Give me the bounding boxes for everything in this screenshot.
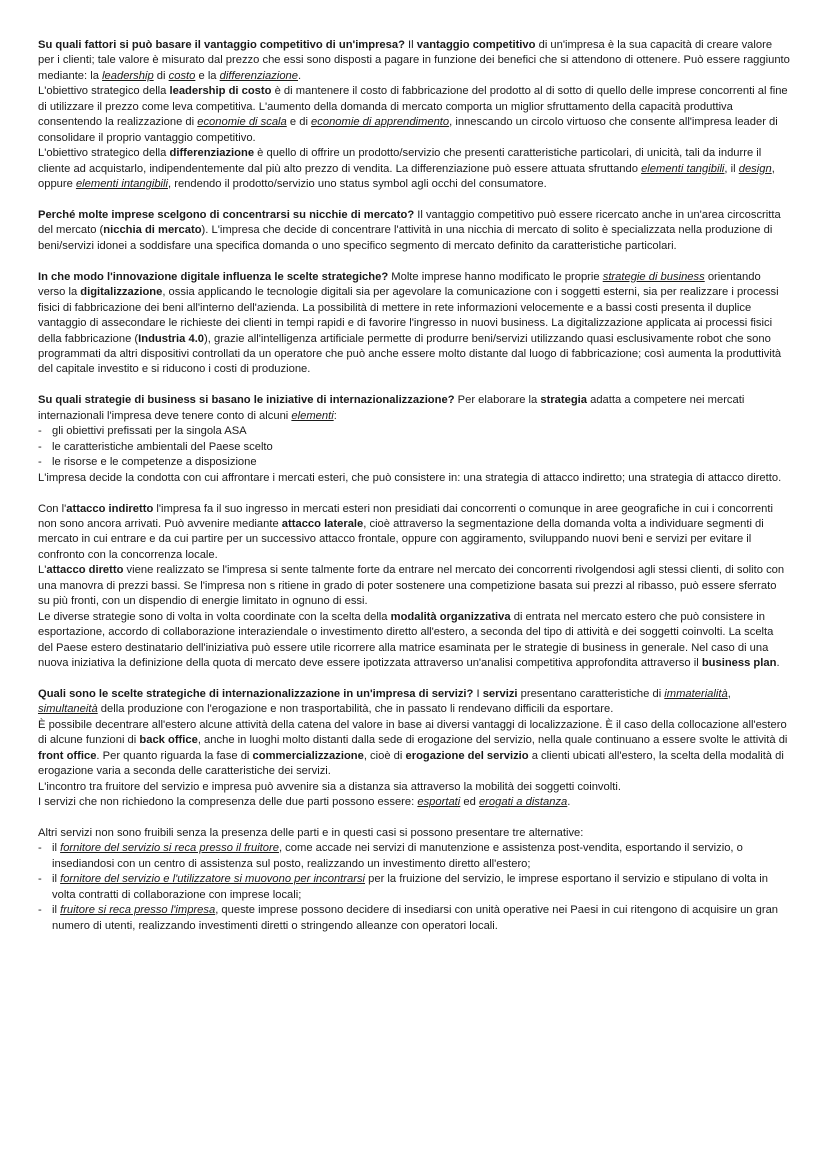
bold-term: strategia: [540, 394, 587, 407]
bold-term: back office: [139, 734, 198, 747]
underlined-term: elementi tangibili: [641, 162, 725, 175]
text-run: è quello di offrire un prodotto/servizio che presenti caratteristiche particolari, di unicità, tali da indurre il cliente ad acquistarlo, indipendentemente dal più alto prezzo di vendita. La differenziazione può essere attuata sfruttando: [38, 147, 762, 175]
text-run: il: [52, 842, 61, 855]
bold-term: differenziazione: [169, 147, 255, 160]
text-run: viene realizzato se l'impresa si sente talmente forte da entrare nel mercato dei concorrenti rivolgendosi agli stessi clienti, di solito con una manovra di prezzi bassi. Se l'impresa non s ritiene in grado di poter sostenere una competizione basata sui prezzi al ribasso, può essere sferrato su più fronti, con un dispendio di energie limitato in ognuno di essi.: [38, 564, 785, 608]
text-run: ), grazie all'intelligenza artificiale permette di produrre beni/servizi utilizzando quasi esclusivamente robot che sono programmati da altri dispositivi controllati da un operatore che può anche essere molto distante dal luogo di fabbricazione; così aumenta la produttività del capitale investito e si riducono i costi di produzione.: [38, 332, 782, 376]
underlined-term: design: [738, 162, 772, 175]
text-run: e di: [286, 116, 312, 129]
text-run: di entrata nel mercato estero che può consistere in esportazione, accordo di collaborazione interaziendale o investimento diretto all'estero, a seconda del tipo di attività e dei soggetti coinvolti. La scelta del Paese estero destinatario dell'iniziativa può essere utile ricorrere alla matrice esaminata per le strategie di business in generale. Nel caso di una nuova iniziativa la definizione della quota di mercato deve essere ipotizzata attraverso un'analisi competitiva approfondita attraverso il: [38, 610, 774, 670]
text-run: :: [333, 409, 337, 422]
text-run: le caratteristiche ambientali del Paese scelto: [52, 440, 273, 453]
bold-term: front office: [38, 749, 97, 762]
text-run: , ossia applicando le tecnologie digitali sia per agevolare la comunicazione con i soggetti esterni, sia per realizzare i processi fisici di fabbricazione dei beni all'interno dell'azienda. La possibilità di mettere in rete informazioni velocemente e a bassi costi presenta il duplice vantaggio di assecondare le richieste dei clienti in tempi rapidi e di favorire l'ingresso in nuovi business. La digitalizzazione applicata ai processi fisici della fabbricazione (: [38, 286, 779, 345]
paragraph: [38, 84, 790, 146]
text-run: il: [52, 904, 61, 917]
bullet-text: [52, 903, 790, 934]
text-run: ed: [460, 796, 479, 809]
bullet-text: [52, 440, 790, 455]
bullet-text: [52, 872, 790, 903]
bullet-dash-icon: -: [38, 904, 42, 917]
text-run: I: [473, 687, 483, 700]
paragraph-gap: [38, 378, 790, 393]
text-run: orientando verso la: [38, 270, 761, 299]
paragraph: [38, 780, 790, 795]
paragraph: [38, 563, 790, 609]
bold-term: leadership di costo: [169, 85, 272, 98]
text-run: , cioè attraverso la segmentazione della domanda volta a individuare segmenti di mercato in cui entrare e da cui partire per un successivo attacco frontale, oppure con aggiramento, sviluppando nuovi beni e servizi per evitare il confronto con la concorrenza locale.: [38, 517, 764, 561]
text-run: di: [153, 69, 169, 82]
text-run: , come accade nei servizi di manutenzione e assistenza post-vendita, esportando il servizio, o insediandosi con un centro di assistenza sul posto, realizzando un investimento diretto all'estero;: [52, 842, 743, 870]
bullet-item: [38, 424, 790, 439]
text-run: Molte imprese hanno modificato le proprie: [388, 270, 603, 283]
document-page: [38, 38, 790, 934]
text-run: ,: [727, 687, 731, 700]
underlined-term: elementi intangibili: [75, 178, 168, 191]
underlined-term: strategie di business: [602, 270, 705, 283]
bold-term: business plan: [701, 657, 777, 670]
underlined-term: erogati a distanza: [478, 796, 568, 809]
text-run: Le diverse strategie sono di volta in volta coordinate con la scelta della: [38, 610, 391, 623]
bold-term: Industria 4.0: [138, 332, 205, 345]
text-run: È possibile decentrare all'estero alcune attività della catena del valore in base ai diversi vantaggi di localizzazione. È il caso della collocazione all'estero di alcune funzioni di: [38, 718, 787, 747]
paragraph: [38, 471, 790, 486]
text-run: .: [298, 69, 302, 82]
paragraph: [38, 146, 790, 192]
bold-term: commercializzazione: [252, 749, 364, 762]
bullet-dash-icon: -: [38, 440, 42, 453]
bold-term: Su quali strategie di business si basano le iniziative di internazionalizzazione?: [38, 394, 455, 407]
underlined-term: economie di apprendimento: [311, 116, 450, 129]
text-run: , innescando un circolo virtuoso che consente all'impresa leader di consolidare il proprio vantaggio competitivo.: [38, 116, 778, 144]
text-run: il: [52, 873, 61, 886]
text-run: , anche in luoghi molto distanti dalla sede di erogazione del servizio, nella quale continuano a essere svolte le attività di: [197, 734, 788, 747]
text-run: , rendendo il prodotto/servizio uno status symbol agli occhi del consumatore.: [168, 178, 547, 191]
text-run: , oppure: [38, 162, 775, 191]
paragraph-gap: [38, 486, 790, 501]
text-run: l'impresa fa il suo ingresso in mercati esteri non presidiati dai concorrenti o comunque in aree geografiche in cui i concorrenti non sono ancora arrivati. Può avvenire mediante: [38, 502, 773, 530]
paragraph: [38, 208, 790, 254]
bold-term: Perché molte imprese scelgono di concentrarsi su nicchie di mercato?: [38, 208, 415, 221]
underlined-term: costo: [168, 69, 196, 82]
paragraph: [38, 393, 790, 424]
text-run: di un'impresa è la sua capacità di creare valore per i clienti; tale valore è misurato dal prezzo che essi sono disposti a pagare in funzione dei benefici che si attendono di ottenere. Può essere raggiunto mediante: la: [38, 39, 790, 82]
underlined-term: simultaneità: [38, 703, 98, 716]
text-run: Per elaborare la: [454, 394, 541, 407]
paragraph: [38, 826, 790, 841]
text-run: è di mantenere il costo di fabbricazione del prodotto al di sotto di quello delle imprese concorrenti al fine di utilizzare il prezzo come leva competitiva. L'aumento della domanda di mercato comporta un miglior sfruttamento della capacità produttiva consentendo la realizzazione di: [38, 85, 788, 129]
bullet-text: [52, 424, 790, 439]
text-run: della produzione con l'erogazione e non trasportabilità, che in passato li rendevano difficili da esportare.: [97, 703, 614, 716]
bold-term: digitalizzazione: [80, 286, 163, 299]
text-run: ). L'impresa che decide di concentrare l'attività in una nicchia di mercato di solito è specializzata nella produzione di beni/servizi idonei a soddisfare una specifica domanda o uno specifico segmento di mercato definito da caratteristiche particolari.: [38, 224, 773, 252]
text-run: L'obiettivo strategico della: [38, 147, 170, 160]
bullet-dash-icon: -: [38, 873, 42, 886]
underlined-term: immaterialità: [664, 687, 728, 700]
bullet-dash-icon: -: [38, 456, 42, 469]
text-run: adatta a competere nei mercati internazionali l'impresa deve tenere conto di alcuni: [38, 394, 745, 422]
text-run: Altri servizi non sono fruibili senza la presenza delle parti e in questi casi si possono presentare tre alternative:: [38, 827, 584, 840]
text-run: .: [567, 796, 571, 809]
bullet-dash-icon: -: [38, 425, 42, 438]
text-run: .: [776, 657, 780, 670]
paragraph-gap: [38, 254, 790, 269]
bullet-item: [38, 455, 790, 470]
underlined-term: fornitore del servizio e l'utilizzatore si muovono per incontrarsi: [60, 873, 366, 886]
underlined-term: differenziazione: [219, 69, 299, 82]
underlined-term: elementi: [291, 409, 334, 422]
underlined-term: esportati: [417, 796, 461, 809]
paragraph: [38, 270, 790, 378]
text-run: . Per quanto riguarda la fase di: [96, 749, 253, 762]
text-run: Con l': [38, 502, 67, 515]
bullet-item: [38, 903, 790, 934]
text-run: a clienti ubicati all'estero, la scelta della modalità di erogazione varia a seconda delle caratteristiche dei servizi.: [38, 749, 784, 778]
bullet-item: [38, 872, 790, 903]
text-run: , il: [724, 162, 739, 175]
text-run: presentano caratteristiche di: [517, 687, 665, 700]
bullet-text: [52, 455, 790, 470]
text-run: le risorse e le competenze a disposizione: [52, 456, 257, 469]
bold-term: attacco diretto: [46, 564, 124, 577]
underlined-term: leadership: [102, 69, 154, 82]
text-run: gli obiettivi prefissati per la singola ASA: [52, 425, 247, 438]
text-run: L'obiettivo strategico della: [38, 85, 170, 98]
bold-term: modalità organizzativa: [390, 610, 511, 623]
bold-term: vantaggio competitivo: [416, 39, 536, 51]
bold-term: attacco indiretto: [66, 502, 154, 515]
bold-term: attacco laterale: [281, 517, 364, 530]
paragraph: [38, 687, 790, 718]
underlined-term: fruitore si reca presso l'impresa: [60, 904, 216, 917]
underlined-term: fornitore del servizio si reca presso il fruitore: [60, 842, 279, 855]
paragraph: [38, 38, 790, 84]
paragraph: [38, 610, 790, 672]
bold-term: Su quali fattori si può basare il vantaggio competitivo di un'impresa?: [38, 39, 405, 51]
text-run: L'incontro tra fruitore del servizio e impresa può avvenire sia a distanza sia attraverso la mobilità dei soggetti coinvolti.: [38, 780, 621, 793]
bullet-item: [38, 841, 790, 872]
text-run: L'impresa decide la condotta con cui affrontare i mercati esteri, che può consistere in: una strategia di attacco indiretto; una strategia di attacco diretto.: [38, 471, 782, 484]
bullet-dash-icon: -: [38, 842, 42, 855]
bullet-text: [52, 841, 790, 872]
bold-term: nicchia di mercato: [103, 224, 202, 237]
text-run: L': [38, 564, 47, 577]
paragraph-gap: [38, 193, 790, 208]
text-run: I servizi che non richiedono la compresenza delle due parti possono essere:: [38, 796, 418, 809]
bold-term: In che modo l'innovazione digitale influenza le scelte strategiche?: [38, 270, 389, 283]
text-run: , queste imprese possono decidere di insediarsi con unità operative nei Paesi in cui ritengono di acquisire un gran numero di utenti, realizzando investimenti diretti o stringendo alleanze con operatori locali.: [52, 904, 779, 932]
text-run: Il: [404, 39, 417, 51]
paragraph: [38, 718, 790, 780]
paragraph: [38, 502, 790, 564]
bullet-item: [38, 440, 790, 455]
bold-term: servizi: [482, 687, 518, 700]
bold-term: Quali sono le scelte strategiche di internazionalizzazione in un'impresa di servizi?: [38, 687, 474, 700]
paragraph: [38, 795, 790, 810]
text-run: Il vantaggio competitivo può essere ricercato anche in un'area circoscritta del mercato (: [38, 208, 781, 237]
paragraph-gap: [38, 672, 790, 687]
text-run: , cioè di: [363, 749, 406, 762]
underlined-term: economie di scala: [197, 116, 287, 129]
bold-term: erogazione del servizio: [405, 749, 529, 762]
text-run: e la: [195, 69, 220, 82]
paragraph-gap: [38, 811, 790, 826]
text-run: per la fruizione del servizio, le imprese esportano il servizio e stipulano di volta in volta contratti di collaborazione con imprese locali;: [52, 873, 768, 901]
